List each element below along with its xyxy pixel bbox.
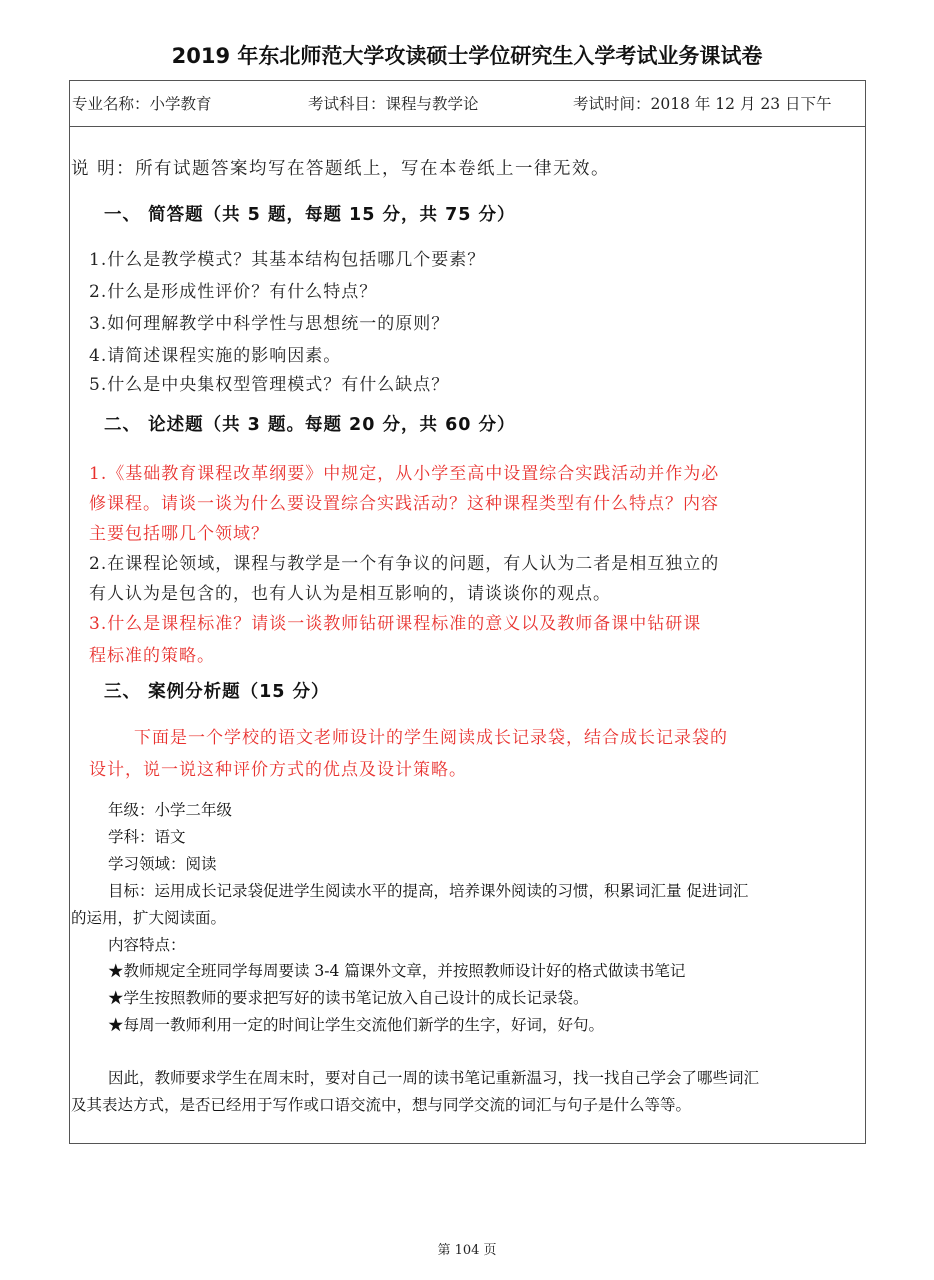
case-goal-line-2: 的运用，扩大阅读面。 bbox=[71, 909, 227, 927]
case-goal-line-1: 目标：运用成长记录袋促进学生阅读水平的提高，培养课外阅读的习惯，积累词汇量 促进词汇 bbox=[108, 882, 749, 900]
exam-time-field: 考试时间：2018 年 12 月 23 日下午 bbox=[573, 95, 832, 113]
section1-heading: 一、 简答题（共 5 题，每题 15 分，共 75 分） bbox=[104, 205, 516, 225]
case-feature-2: ★学生按照教师的要求把写好的读书笔记放入自己设计的成长记录袋。 bbox=[108, 989, 589, 1007]
case-features-label: 内容特点： bbox=[108, 936, 186, 954]
instructions-note: 说 明：所有试题答案均写在答题纸上，写在本卷纸上一律无效。 bbox=[71, 159, 611, 179]
exam-title: 2019 年东北师范大学攻读硕士学位研究生入学考试业务课试卷 bbox=[171, 44, 763, 68]
short-question-5: 5.什么是中央集权型管理模式？有什么缺点？ bbox=[89, 375, 450, 395]
page-number: 第 104 页 bbox=[437, 1243, 497, 1258]
section3-heading: 三、 案例分析题（15 分） bbox=[104, 682, 330, 702]
case-conclusion-line-1: 因此，教师要求学生在周末时，要对自己一周的读书笔记重新温习，找一找自己学会了哪些词汇 bbox=[108, 1069, 760, 1087]
section2-heading: 二、 论述题（共 3 题。每题 20 分，共 60 分） bbox=[104, 415, 516, 435]
short-question-4: 4.请简述课程实施的影响因素。 bbox=[89, 346, 342, 366]
case-feature-3: ★每周一教师利用一定的时间让学生交流他们新学的生字，好词，好句。 bbox=[108, 1016, 605, 1034]
essay-question-1-line-1: 1.《基础教育课程改革纲要》中规定，从小学至高中设置综合实践活动并作为必 bbox=[89, 464, 720, 484]
major-field: 专业名称：小学教育 bbox=[72, 95, 212, 113]
essay-question-2-line-1: 2.在课程论领域，课程与教学是一个有争议的问题，有人认为二者是相互独立的 bbox=[89, 554, 720, 574]
essay-question-2-line-2: 有人认为是包含的，也有人认为是相互影响的，请谈谈你的观点。 bbox=[89, 584, 611, 604]
exam-info-row bbox=[70, 81, 865, 127]
case-prompt-line-1: 下面是一个学校的语文老师设计的学生阅读成长记录袋，结合成长记录袋的 bbox=[134, 728, 728, 748]
subject-field: 考试科目：课程与教学论 bbox=[308, 95, 479, 113]
essay-question-1-line-2: 修课程。请谈一谈为什么要设置综合实践活动？这种课程类型有什么特点？内容 bbox=[89, 494, 719, 514]
short-question-1: 1.什么是教学模式？其基本结构包括哪几个要素？ bbox=[89, 250, 486, 270]
essay-question-3-line-2: 程标准的策略。 bbox=[89, 646, 215, 666]
essay-question-1-line-3: 主要包括哪几个领域？ bbox=[89, 524, 269, 544]
case-grade: 年级：小学二年级 bbox=[108, 801, 233, 819]
case-learning-field: 学习领域：阅读 bbox=[108, 855, 217, 873]
short-question-2: 2.什么是形成性评价？有什么特点？ bbox=[89, 282, 378, 302]
essay-question-3-line-1: 3.什么是课程标准？请谈一谈教师钻研课程标准的意义以及教师备课中钻研课 bbox=[89, 614, 702, 634]
case-feature-1: ★教师规定全班同学每周要读 3-4 篇课外文章，并按照教师设计好的格式做读书笔记 bbox=[108, 962, 686, 980]
case-prompt-line-2: 设计，说一说这种评价方式的优点及设计策略。 bbox=[89, 760, 467, 780]
case-conclusion-line-2: 及其表达方式，是否已经用于写作或口语交流中，想与同学交流的词汇与句子是什么等等。 bbox=[71, 1096, 692, 1114]
case-subject: 学科：语文 bbox=[108, 828, 186, 846]
short-question-3: 3.如何理解教学中科学性与思想统一的原则？ bbox=[89, 314, 450, 334]
